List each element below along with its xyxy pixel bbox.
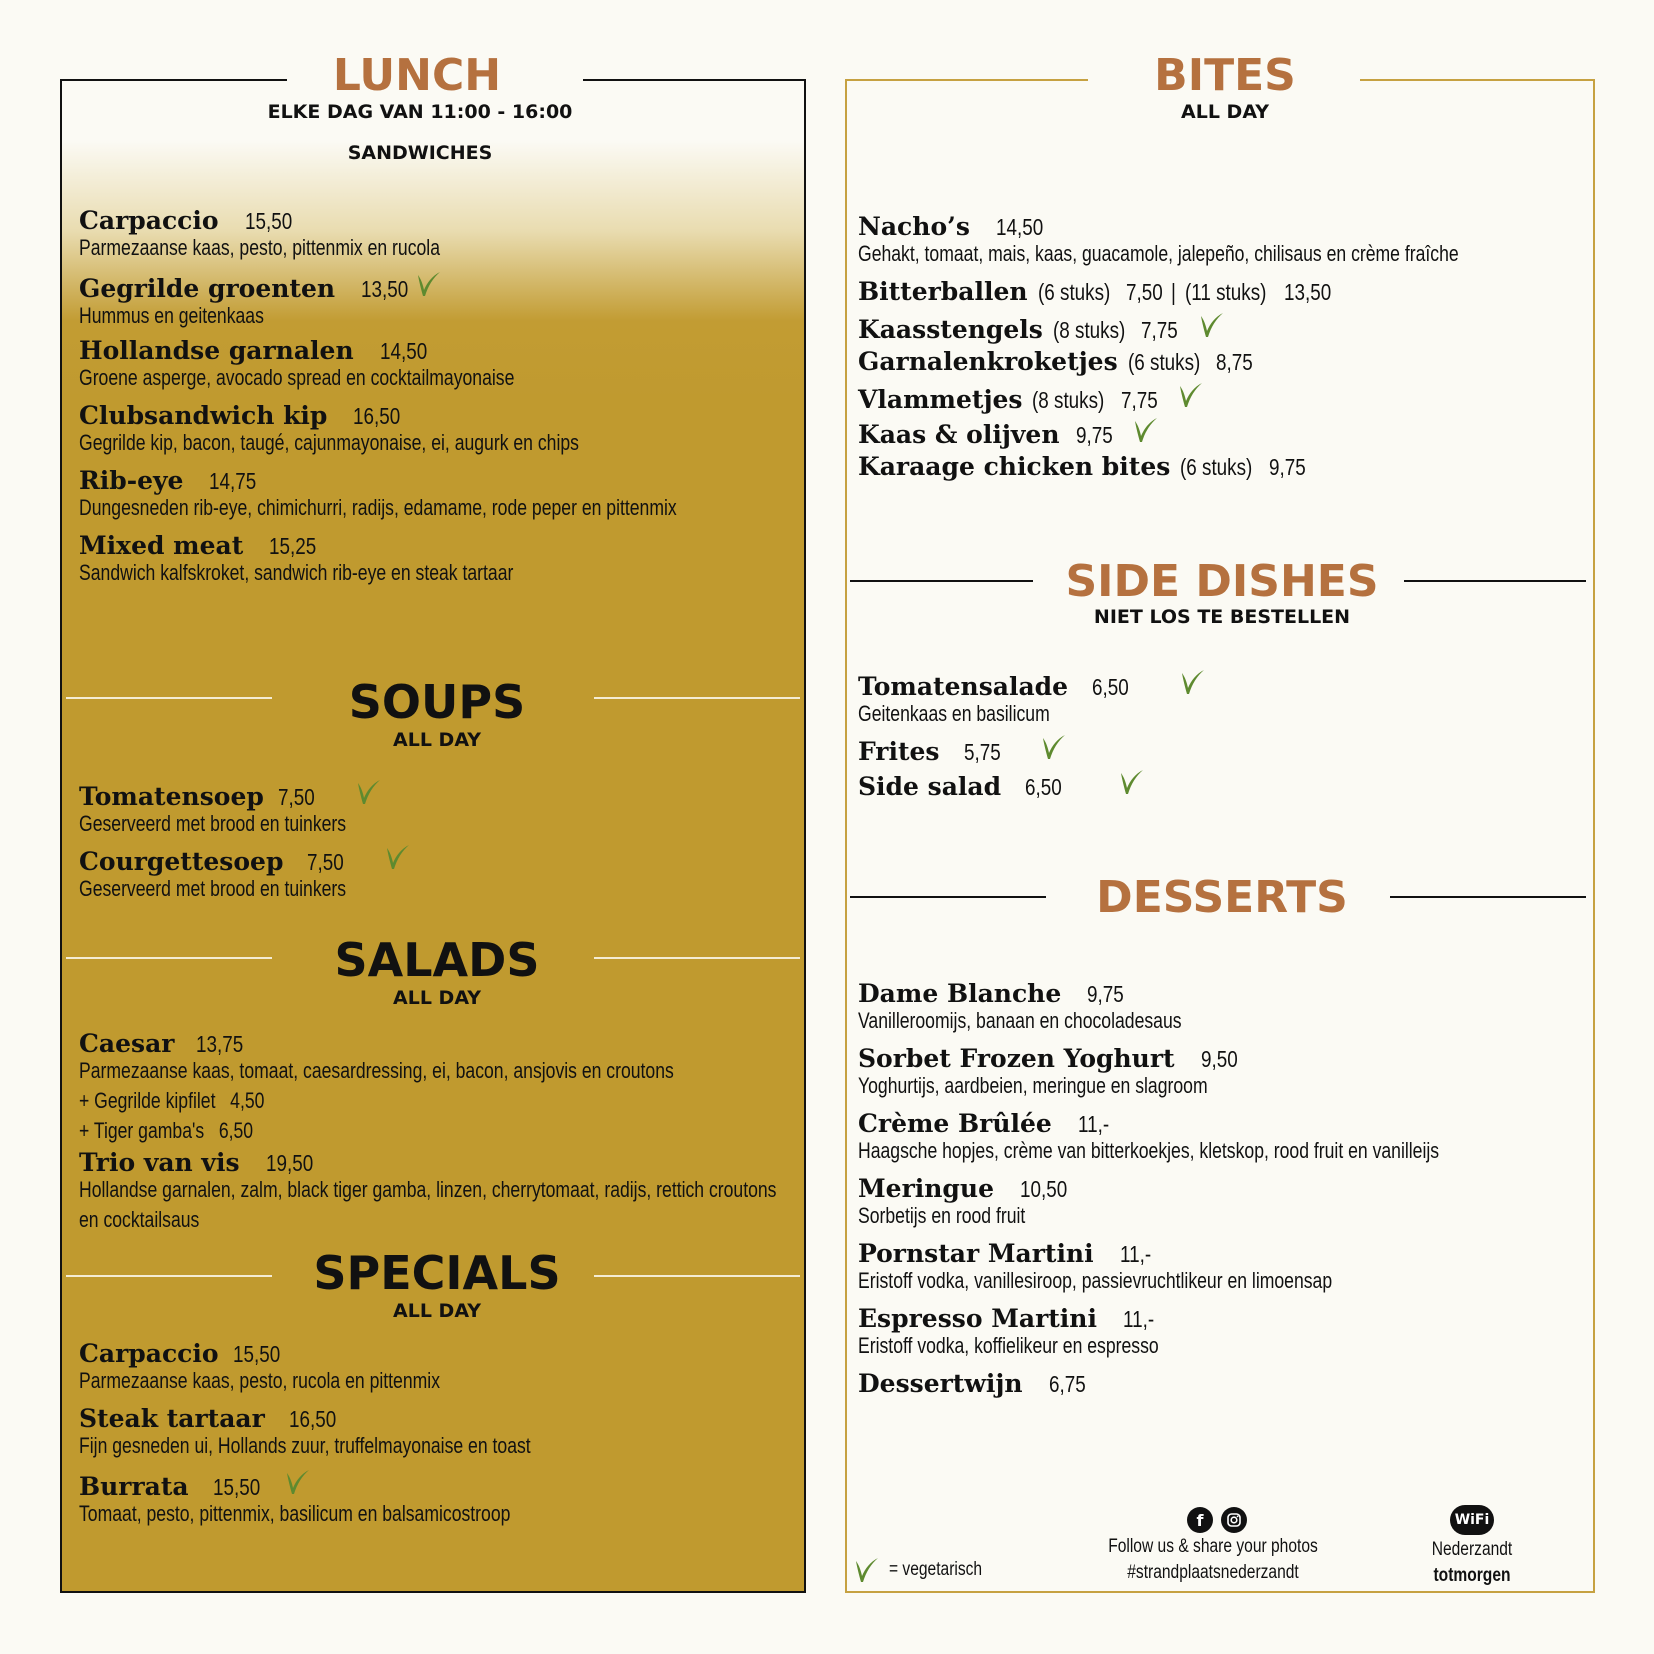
divider (594, 697, 800, 699)
list-item (79, 336, 826, 401)
list-item (858, 277, 1609, 312)
list-item (79, 1339, 644, 1404)
list-item (858, 669, 1205, 734)
item-name: Caesar (79, 1029, 175, 1058)
hashtag-text: #strandplaatsnederzandt (1127, 1562, 1299, 1583)
salad-items (79, 1029, 951, 1233)
item-description: Parmezaanse kaas, pesto, rucola en pittenmix (79, 1368, 440, 1393)
item-price: 13,75 (196, 1031, 244, 1057)
instagram-icon[interactable] (1221, 1507, 1247, 1533)
item-name: Burrata (79, 1472, 189, 1501)
list-item (858, 769, 1205, 804)
list-item (79, 844, 413, 909)
vegetarian-leaf-icon (1181, 669, 1205, 695)
soups-subtitle: ALL DAY (393, 729, 481, 751)
item-name: Steak tartaar (79, 1404, 265, 1433)
item-name: Dessertwijn (858, 1369, 1023, 1398)
item-price: 15,50 (244, 208, 292, 234)
salads-subtitle: ALL DAY (393, 987, 481, 1009)
divider (1390, 896, 1586, 898)
item-name: Vlammetjes (858, 385, 1023, 414)
item-quantity: (6 stuks) (1127, 349, 1200, 375)
sandwiches-heading: SANDWICHES (347, 142, 493, 164)
item-price: 7,50 (307, 849, 345, 875)
special-items (79, 1339, 644, 1534)
vegetarian-leaf-icon (386, 844, 410, 870)
item-price: 9,75 (1087, 981, 1124, 1007)
item-name: Gegrilde groenten (79, 274, 336, 303)
list-item (858, 979, 1584, 1044)
bites-subtitle: ALL DAY (1181, 101, 1269, 123)
list-item (79, 271, 826, 336)
list-item (858, 1044, 1584, 1109)
vegetarian-leaf-icon (1120, 769, 1144, 795)
item-price: 13,50 (1283, 279, 1331, 305)
legend-text: = vegetarisch (889, 1559, 983, 1580)
item-price: 11,- (1119, 1241, 1151, 1267)
item-description: Geserveerd met brood en tuinkers (79, 876, 347, 901)
item-price: 14,75 (209, 468, 257, 494)
item-price: 6,50 (1025, 774, 1062, 800)
divider (850, 896, 1046, 898)
bites-title: BITES (1154, 50, 1296, 101)
item-name: Courgettesoep (79, 847, 284, 876)
item-description: Hummus en geitenkaas (79, 303, 264, 328)
item-name: Trio van vis (79, 1148, 240, 1177)
list-item (858, 452, 1609, 487)
list-item (79, 466, 826, 531)
item-description: Haagsche hopjes, crème van bitterkoekjes, kletskop, rood fruit en vanilleijs (858, 1138, 1440, 1163)
item-description: Geserveerd met brood en tuinkers (79, 811, 347, 836)
item-price: 11,- (1122, 1306, 1155, 1332)
item-price: 13,50 (361, 276, 409, 302)
side-dish-items (858, 669, 1205, 804)
item-price: 14,50 (379, 338, 427, 364)
dessert-items (858, 979, 1584, 1404)
list-item (79, 401, 826, 466)
item-description: Hollandse garnalen, zalm, black tiger gamba, linzen, cherrytomaat, radijs, rettich croutons (79, 1177, 777, 1202)
side-dishes-subtitle: NIET LOS TE BESTELLEN (1093, 606, 1351, 628)
item-name: Nacho’s (858, 212, 970, 241)
item-price: 11,- (1077, 1111, 1109, 1137)
list-item (858, 417, 1609, 452)
item-name: Kaasstengels (858, 315, 1043, 344)
list-item (79, 206, 826, 271)
item-name: Bitterballen (858, 277, 1028, 306)
item-name: Mixed meat (79, 531, 244, 560)
vegetarian-leaf-icon (417, 271, 441, 297)
item-name: Garnalenkroketjes (858, 347, 1118, 376)
item-description: Vanilleroomijs, banaan en chocoladesaus (858, 1008, 1182, 1033)
item-name: Carpaccio (79, 206, 219, 235)
separator: | (1170, 279, 1176, 305)
item-quantity: (8 stuks) (1032, 387, 1105, 413)
vegetarian-leaf-icon (1134, 417, 1158, 443)
item-description: Tomaat, pesto, pittenmix, basilicum en balsamicostroop (79, 1501, 511, 1526)
item-name: Hollandse garnalen (79, 336, 354, 365)
list-item (858, 1174, 1584, 1239)
list-item (858, 312, 1609, 347)
soup-items (79, 779, 413, 909)
item-quantity: (6 stuks) (1037, 279, 1110, 305)
list-item (79, 531, 826, 596)
item-price: 16,50 (353, 403, 401, 429)
item-price: 6,50 (1092, 674, 1129, 700)
item-name: Espresso Martini (858, 1304, 1097, 1333)
list-item (79, 1029, 951, 1148)
item-description: Eristoff vodka, vanillesiroop, passievruchtlikeur en limoensap (858, 1268, 1333, 1293)
item-description: Gegrilde kip, bacon, taugé, cajunmayonaise, ei, augurk en chips (79, 430, 579, 455)
item-price: 7,75 (1120, 387, 1158, 413)
soups-title: SOUPS (348, 675, 526, 729)
list-item (79, 1404, 644, 1469)
item-price: 7,50 (1125, 279, 1163, 305)
item-name: Side salad (858, 772, 1002, 801)
item-price: 6,75 (1048, 1371, 1086, 1397)
item-description: Parmezaanse kaas, tomaat, caesardressing, ei, bacon, ansjovis en croutons (79, 1058, 674, 1083)
divider (66, 697, 272, 699)
divider (66, 1275, 272, 1277)
item-price: 5,75 (963, 739, 1001, 765)
list-item (858, 382, 1609, 417)
extra-option: + Tiger gamba's 6,50 (79, 1118, 254, 1143)
item-price: 15,25 (269, 533, 317, 559)
divider (1404, 580, 1586, 582)
divider (594, 1275, 800, 1277)
item-price: 14,50 (995, 214, 1044, 240)
lunch-subtitle: ELKE DAG VAN 11:00 - 16:00 (267, 101, 573, 123)
social-icons (1187, 1507, 1247, 1533)
item-name: Frites (858, 737, 940, 766)
item-description: Groene asperge, avocado spread en cocktailmayonaise (79, 365, 515, 390)
wifi-icon: WiFi (1450, 1505, 1494, 1535)
lunch-items (79, 206, 826, 596)
list-item (858, 734, 1205, 769)
item-quantity: (6 stuks) (1180, 454, 1253, 480)
item-name: Dame Blanche (858, 979, 1062, 1008)
list-item (79, 1148, 951, 1233)
item-name: Tomatensalade (858, 672, 1069, 701)
follow-text: Follow us & share your photos (1108, 1536, 1318, 1557)
lunch-title: LUNCH (332, 50, 502, 101)
salads-title: SALADS (334, 933, 540, 987)
item-name: Sorbet Frozen Yoghurt (858, 1044, 1175, 1073)
item-description: Dungesneden rib-eye, chimichurri, radijs, edamame, rode peper en pittenmix (79, 495, 677, 520)
item-price: 9,75 (1268, 454, 1306, 480)
item-name: Crème Brûlée (858, 1109, 1052, 1138)
item-price: 19,50 (265, 1150, 313, 1176)
item-price: 8,75 (1215, 349, 1253, 375)
extra-option: + Gegrilde kipfilet 4,50 (79, 1088, 265, 1113)
divider (594, 957, 800, 959)
divider (850, 580, 1033, 582)
wifi-name: Nederzandt (1431, 1539, 1513, 1560)
list-item (858, 347, 1609, 382)
list-item (858, 1369, 1584, 1404)
item-name: Rib-eye (79, 466, 184, 495)
item-price: 7,75 (1141, 317, 1178, 343)
specials-title: SPECIALS (313, 1246, 561, 1300)
specials-subtitle: ALL DAY (393, 1300, 481, 1322)
side-dishes-title: SIDE DISHES (1065, 556, 1379, 607)
item-name: Karaage chicken bites (858, 452, 1171, 481)
item-description: Gehakt, tomaat, mais, kaas, guacamole, jalepeño, chilisaus en crème fraîche (858, 241, 1459, 266)
item-price: 7,50 (277, 784, 315, 810)
list-item (79, 1469, 644, 1534)
vegetarian-leaf-icon (357, 779, 381, 805)
list-item (858, 1239, 1584, 1304)
item-quantity: (8 stuks) (1052, 317, 1126, 343)
item-price: 10,50 (1020, 1176, 1068, 1202)
item-price: 9,75 (1075, 422, 1113, 448)
item-name: Kaas & olijven (858, 420, 1060, 449)
item-description: Yoghurtijs, aardbeien, meringue en slagroom (858, 1073, 1208, 1098)
item-name: Carpaccio (79, 1339, 219, 1368)
vegetarian-leaf-icon (286, 1469, 310, 1495)
vegetarian-legend (855, 1557, 1003, 1583)
list-item (79, 779, 413, 844)
item-name: Meringue (858, 1174, 994, 1203)
item-name: Pornstar Martini (858, 1239, 1094, 1268)
vegetarian-leaf-icon (1042, 734, 1066, 760)
item-price: 15,50 (232, 1341, 280, 1367)
list-item (858, 1304, 1584, 1369)
desserts-title: DESSERTS (1096, 872, 1348, 923)
item-price: 15,50 (212, 1474, 260, 1500)
vegetarian-leaf-icon (855, 1557, 879, 1583)
item-description: Geitenkaas en basilicum (858, 701, 1050, 726)
vegetarian-leaf-icon (1179, 382, 1203, 408)
item-description: Sorbetijs en rood fruit (858, 1203, 1026, 1228)
list-item (858, 1109, 1584, 1174)
vegetarian-leaf-icon (1200, 312, 1224, 338)
item-quantity: (11 stuks) (1184, 279, 1266, 305)
item-description: Sandwich kalfskroket, sandwich rib-eye en steak tartaar (79, 560, 514, 585)
wifi-password: totmorgen (1433, 1565, 1511, 1586)
item-description: Eristoff vodka, koffielikeur en espresso (858, 1333, 1159, 1358)
list-item (858, 212, 1609, 277)
item-description-cont: en cocktailsaus (79, 1207, 200, 1232)
item-price: 16,50 (288, 1406, 336, 1432)
item-name: Clubsandwich kip (79, 401, 328, 430)
item-price: 9,50 (1200, 1046, 1238, 1072)
bites-items (858, 212, 1609, 487)
divider (66, 957, 272, 959)
item-description: Parmezaanse kaas, pesto, pittenmix en rucola (79, 235, 440, 260)
facebook-icon[interactable]: f (1187, 1507, 1213, 1533)
item-name: Tomatensoep (79, 782, 264, 811)
item-description: Fijn gesneden ui, Hollands zuur, truffelmayonaise en toast (79, 1433, 531, 1458)
